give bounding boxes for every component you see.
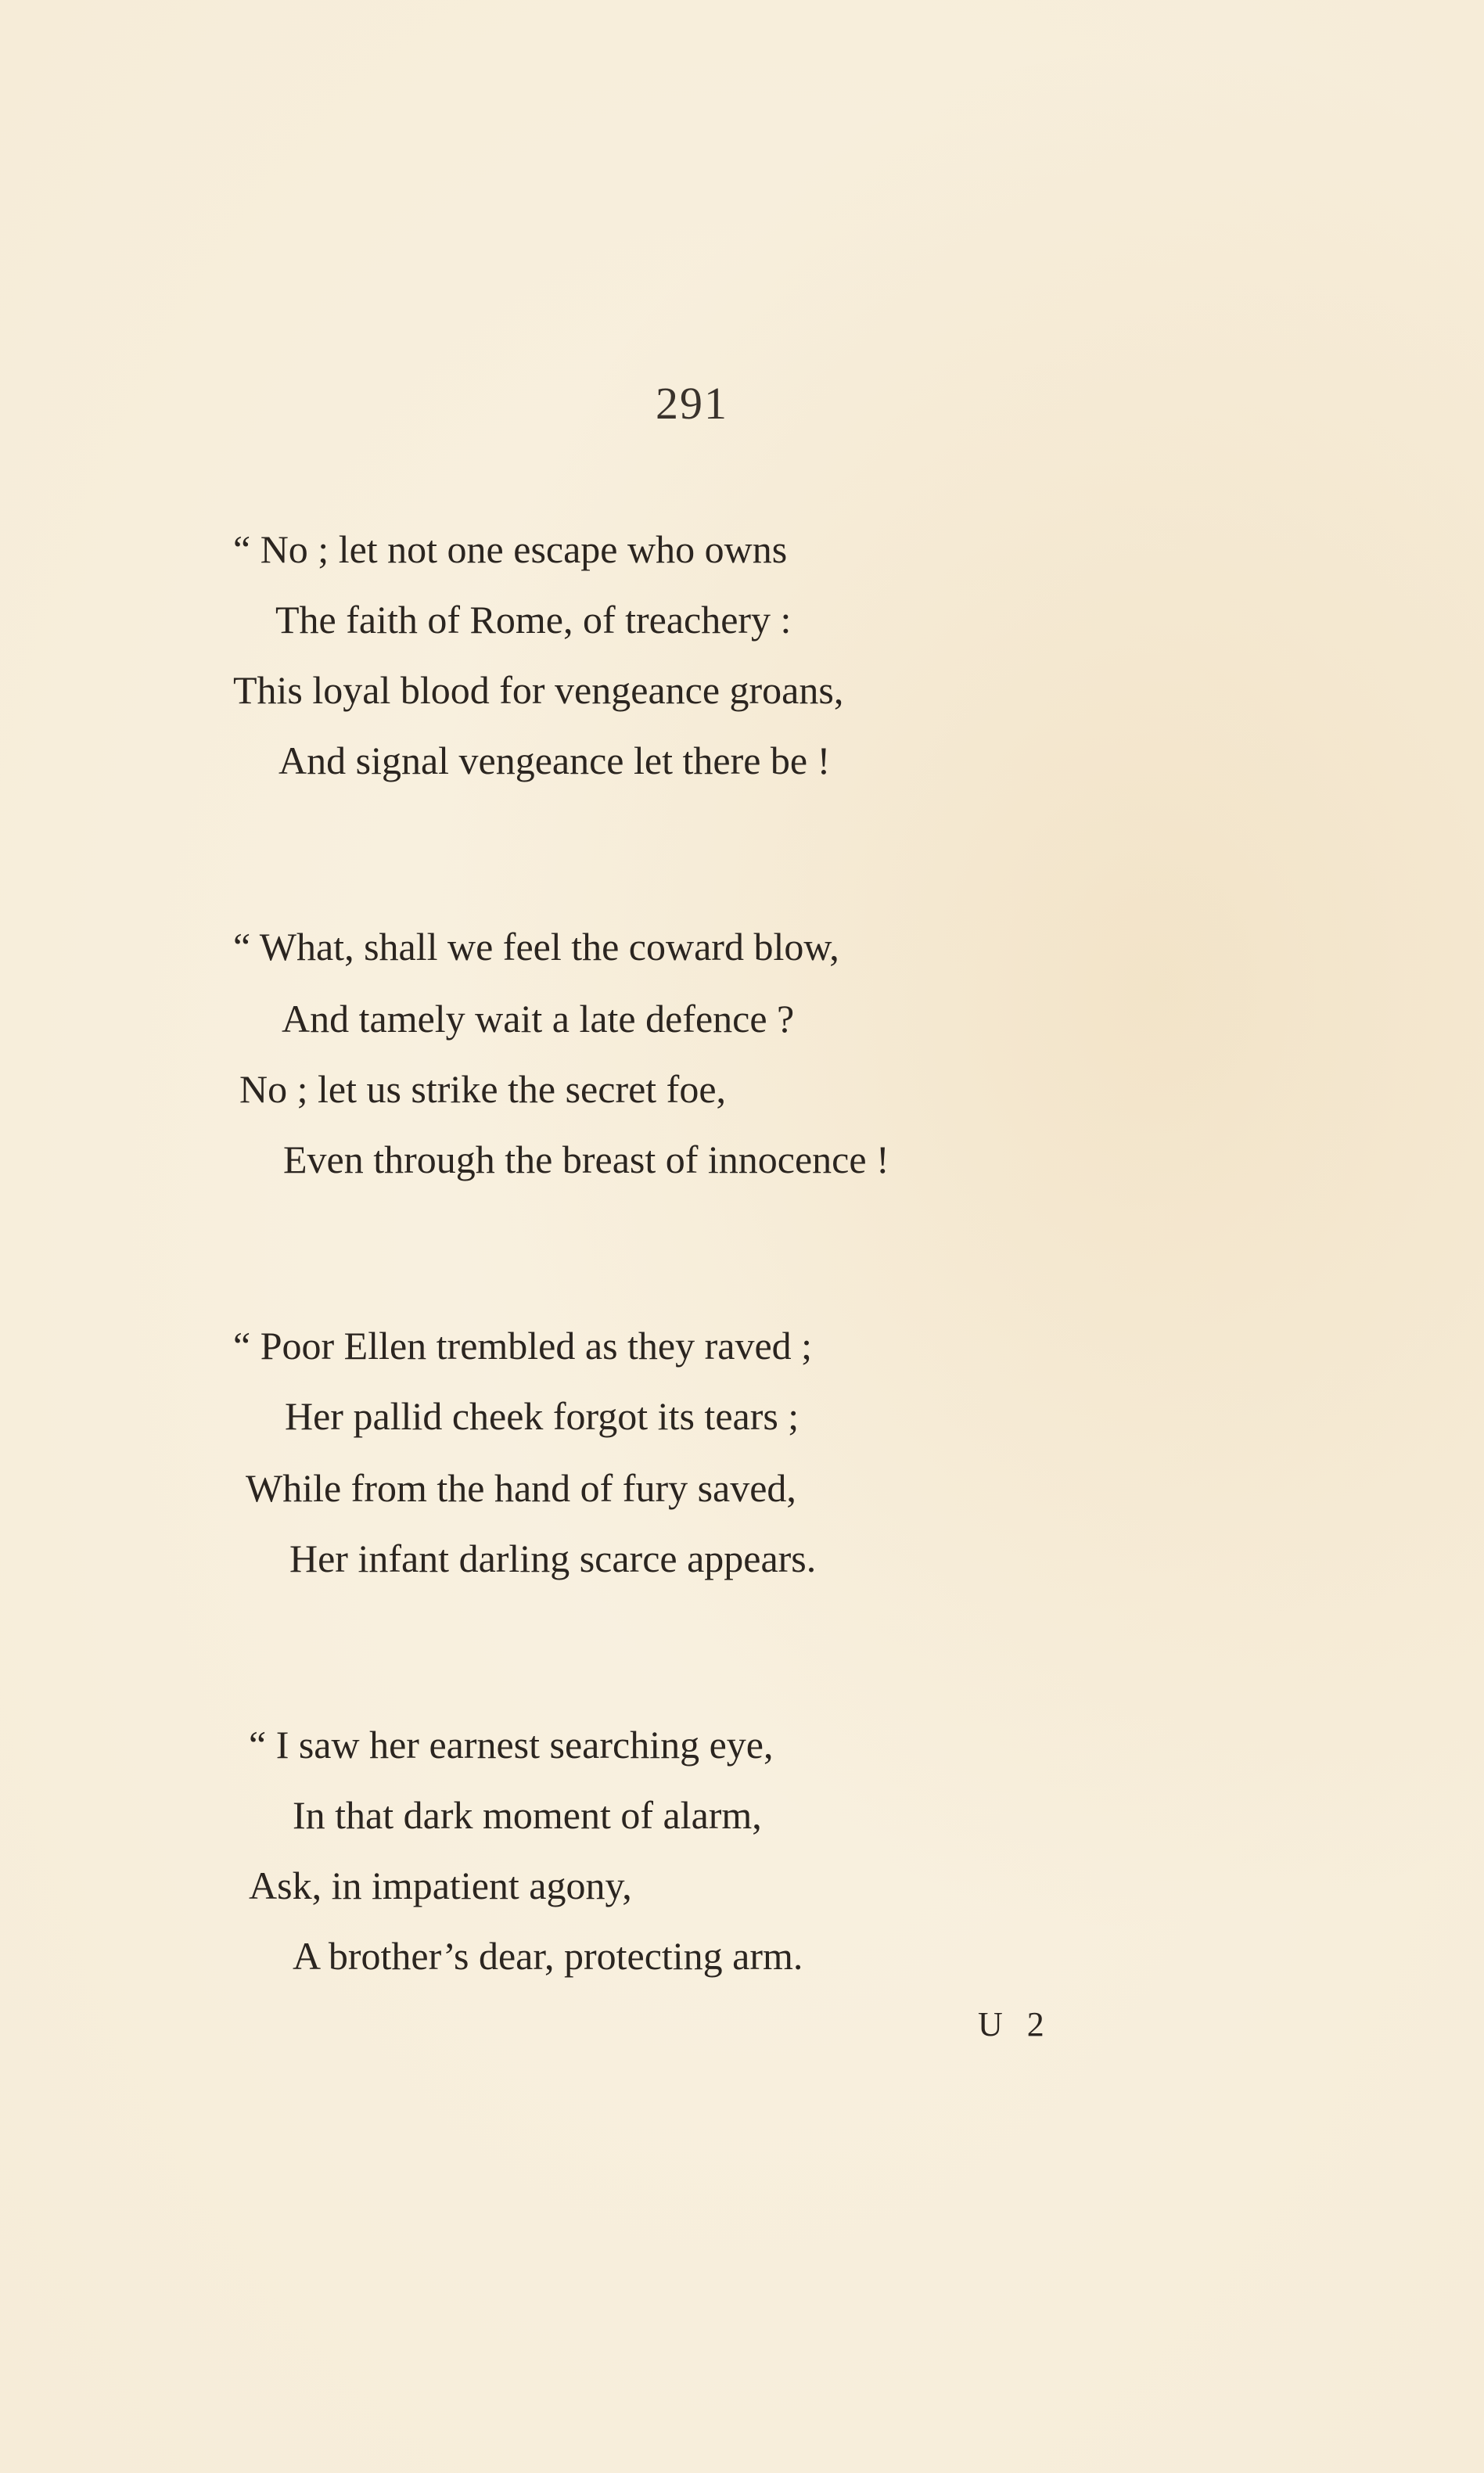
page-number: 291	[656, 378, 728, 429]
stanza-3-line-2: Her pallid cheek forgot its tears ;	[285, 1394, 799, 1438]
stanza-3-line-4: Her infant darling scarce appears.	[289, 1537, 817, 1580]
stanza-4-line-1: “ I saw her earnest searching eye,	[249, 1723, 774, 1767]
stanza-3-line-3: While from the hand of fury saved,	[246, 1466, 796, 1510]
stanza-4-line-4: A brother’s dear, protecting arm.	[293, 1934, 803, 1978]
stanza-2-line-2: And tamely wait a late defence ?	[282, 997, 795, 1041]
stanza-1-line-4: And signal vengeance let there be !	[278, 739, 831, 782]
stanza-1-line-1: “ No ; let not one escape who owns	[233, 527, 788, 571]
stanza-3-line-1: “ Poor Ellen trembled as they raved ;	[233, 1324, 813, 1368]
stanza-1-line-2: The faith of Rome, of treachery :	[275, 598, 792, 642]
signature-mark: U 2	[978, 2005, 1052, 2043]
stanza-1-line-3: This loyal blood for vengeance groans,	[233, 668, 844, 712]
stanza-4-line-2: In that dark moment of alarm,	[293, 1793, 762, 1837]
stanza-2-line-3: No ; let us strike the secret foe,	[239, 1067, 727, 1111]
stanza-4-line-3: Ask, in impatient agony,	[249, 1864, 632, 1907]
stanza-2-line-1: “ What, shall we feel the coward blow,	[233, 925, 839, 969]
stanza-2-line-4: Even through the breast of innocence !	[283, 1138, 889, 1181]
